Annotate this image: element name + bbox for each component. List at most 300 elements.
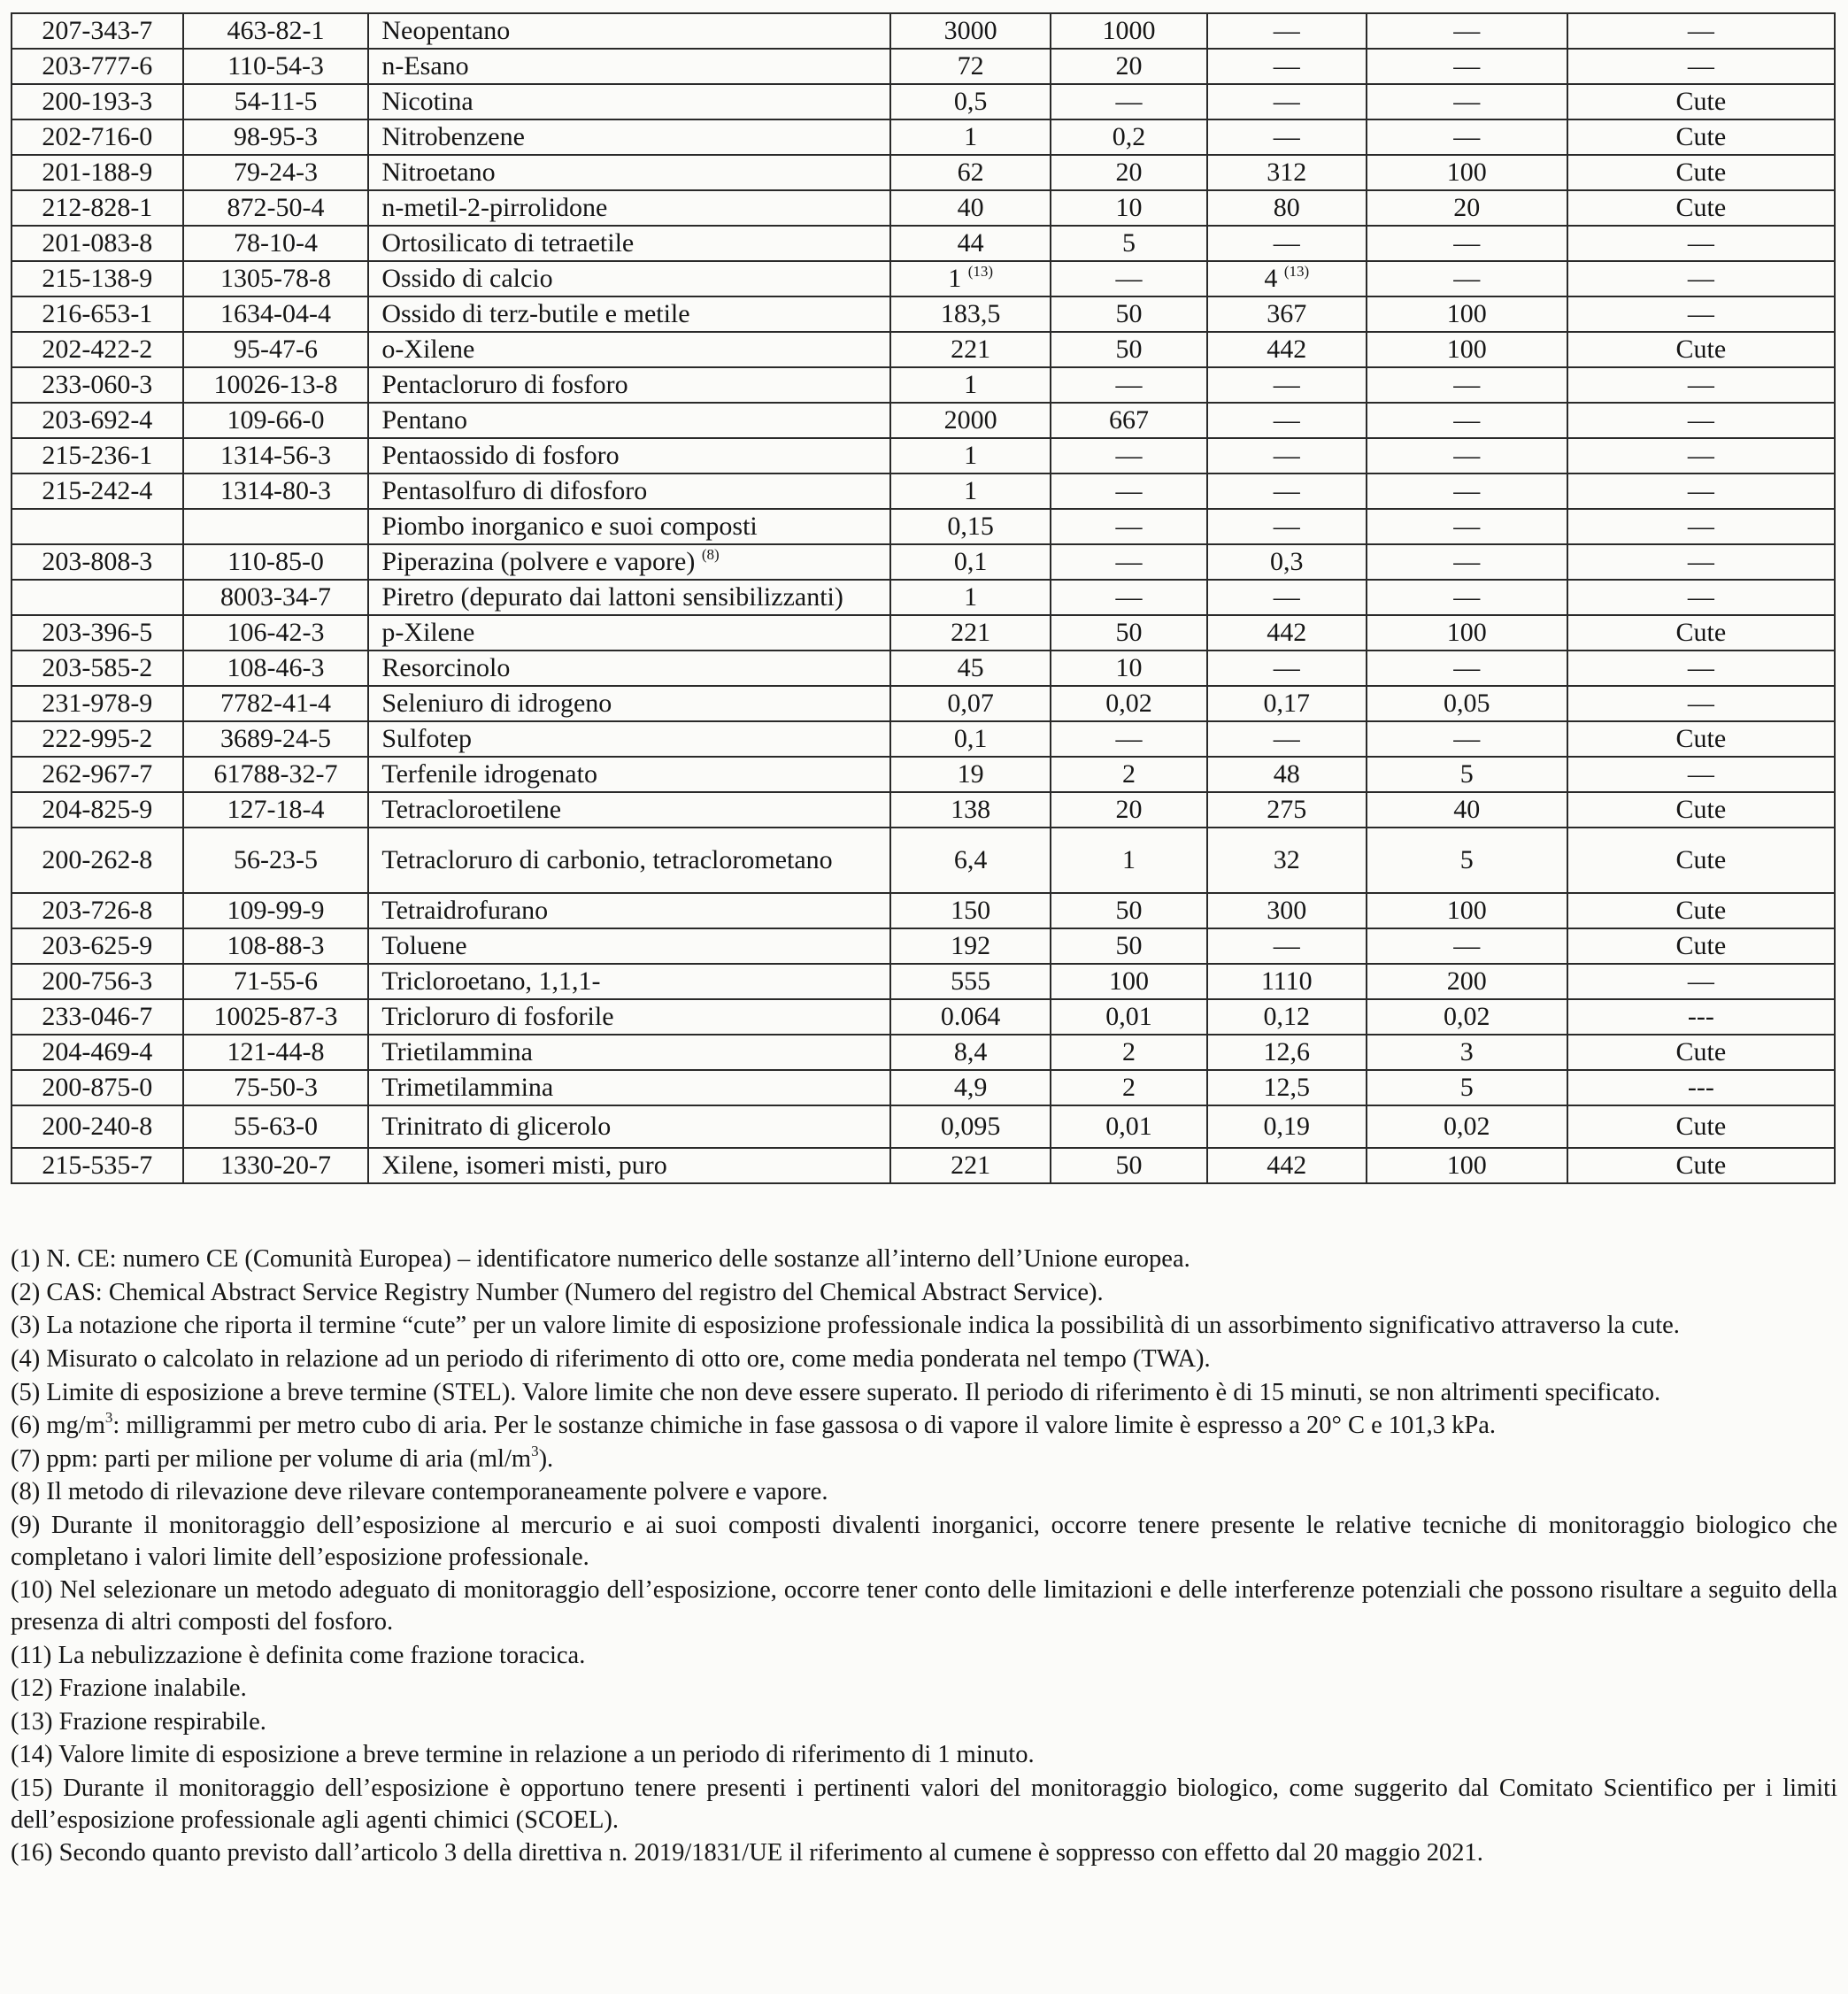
notation-cell: [1567, 438, 1835, 473]
twa-ppm-cell: [1051, 332, 1206, 367]
stel-ppm-text: —: [1453, 547, 1481, 577]
stel-mg-text: 1110: [1260, 966, 1313, 997]
ce-number-cell: [12, 403, 183, 438]
table-row: [12, 296, 1835, 332]
stel-mg-cell: [1207, 1148, 1367, 1183]
ce-number-cell: [12, 544, 183, 580]
twa-mg-cell: [890, 686, 1051, 721]
twa-ppm-text: —: [1115, 512, 1143, 542]
cas-number-cell: [183, 509, 369, 544]
twa-ppm-cell: [1051, 1105, 1206, 1148]
cas-number-cell: [183, 403, 369, 438]
ce-number-text: 203-808-3: [42, 547, 153, 577]
substance-name-text: Piretro (depurato dai lattoni sensibilizzanti): [381, 582, 843, 612]
stel-ppm-cell: [1367, 893, 1567, 928]
ce-number-text: 200-240-8: [42, 1112, 153, 1142]
twa-ppm-text: —: [1115, 87, 1143, 117]
notation-text: —: [1687, 51, 1714, 81]
stel-mg-cell: [1207, 509, 1367, 544]
twa-mg-text: 555: [951, 966, 991, 997]
stel-mg-text: 442: [1267, 618, 1307, 648]
table-row: [12, 686, 1835, 721]
substance-name-text: Trietilammina: [381, 1037, 533, 1067]
notation-cell: [1567, 1148, 1835, 1183]
stel-ppm-text: —: [1453, 122, 1481, 152]
table-row: [12, 403, 1835, 438]
notation-cell: [1567, 296, 1835, 332]
substance-name-text: Terfenile idrogenato: [381, 759, 597, 789]
twa-mg-text: 1: [964, 122, 978, 152]
cas-number-cell: [183, 651, 369, 686]
substance-name-text: Sulfotep: [381, 724, 473, 754]
ce-number-cell: [12, 828, 183, 893]
ce-number-cell: [12, 999, 183, 1035]
twa-ppm-text: —: [1115, 724, 1143, 754]
notation-text: —: [1687, 547, 1714, 577]
notation-cell: [1567, 999, 1835, 1035]
cas-number-cell: [183, 367, 369, 403]
stel-mg-cell: [1207, 84, 1367, 119]
cas-number-text: 55-63-0: [234, 1112, 318, 1142]
stel-mg-cell: [1207, 332, 1367, 367]
footnote-number: (14): [11, 1741, 53, 1769]
cas-number-text: 61788-32-7: [213, 759, 338, 789]
cas-number-text: 106-42-3: [227, 618, 325, 648]
stel-ppm-text: 100: [1446, 618, 1487, 648]
stel-ppm-text: 20: [1453, 193, 1481, 223]
substance-name-cell: [368, 13, 890, 49]
cas-number-text: 1305-78-8: [220, 264, 331, 294]
exposure-limits-table: [11, 12, 1836, 1184]
table-row: [12, 792, 1835, 828]
ce-number-cell: [12, 509, 183, 544]
twa-mg-text: 19: [957, 759, 984, 789]
footnote-number: (1): [11, 1245, 41, 1273]
twa-mg-text: 0,1: [953, 547, 988, 577]
table-row: [12, 580, 1835, 615]
twa-ppm-cell: [1051, 403, 1206, 438]
stel-mg-cell: [1207, 403, 1367, 438]
ce-number-text: 201-188-9: [42, 158, 153, 188]
footnote-number: (15): [11, 1775, 53, 1802]
ce-number-text: 204-469-4: [42, 1037, 153, 1067]
stel-ppm-text: 3: [1459, 1037, 1474, 1067]
twa-ppm-cell: [1051, 928, 1206, 964]
ce-number-cell: [12, 473, 183, 509]
notation-text: Cute: [1675, 1112, 1727, 1142]
notation-cell: [1567, 686, 1835, 721]
ce-number-text: 231-978-9: [42, 689, 153, 719]
ce-number-text: 203-692-4: [42, 405, 153, 435]
cas-number-text: 110-54-3: [227, 51, 324, 81]
notation-cell: [1567, 84, 1835, 119]
ce-number-cell: [12, 651, 183, 686]
notation-text: ---: [1687, 1002, 1714, 1032]
twa-ppm-text: 50: [1115, 1151, 1143, 1181]
ce-number-cell: [12, 721, 183, 757]
twa-mg-cell: [890, 226, 1051, 261]
notation-cell: [1567, 615, 1835, 651]
twa-ppm-text: 0,01: [1105, 1002, 1152, 1032]
stel-mg-text: 300: [1267, 896, 1307, 926]
substance-name-cell: [368, 544, 890, 580]
ce-number-text: 215-236-1: [42, 441, 153, 471]
footnote-text-prefix: mg/m: [46, 1412, 105, 1440]
twa-mg-text: 192: [951, 931, 991, 961]
stel-mg-text: 12,6: [1263, 1037, 1310, 1067]
twa-mg-text: 6,4: [953, 845, 988, 875]
twa-mg-text: 0,5: [953, 87, 988, 117]
stel-ppm-cell: [1367, 1105, 1567, 1148]
twa-mg-text: 0,15: [947, 512, 994, 542]
stel-ppm-text: 0,02: [1444, 1002, 1490, 1032]
substance-name-text: Nitroetano: [381, 158, 496, 188]
ce-number-cell: [12, 296, 183, 332]
notation-text: Cute: [1675, 724, 1727, 754]
footnote-item: [11, 1574, 1837, 1637]
twa-mg-cell: [890, 1070, 1051, 1105]
footnote-number: (3): [11, 1312, 41, 1340]
notation-text: —: [1687, 16, 1714, 46]
footnote-text: Misurato o calcolato in relazione ad un periodo di riferimento di otto ore, come media ponderata nel tempo (TWA).: [46, 1344, 1211, 1373]
footnote-reference: (13): [1283, 263, 1310, 281]
stel-mg-text: 0,3: [1269, 547, 1304, 577]
footnote-text: : milligrammi per metro cubo di aria. Per le sostanze chimiche in fase gassosa o di vapore il valore limite è espresso a 20° C e 101,3 kPa.: [112, 1412, 1497, 1440]
stel-ppm-text: —: [1453, 582, 1481, 612]
notation-text: —: [1687, 759, 1714, 789]
stel-mg-cell: [1207, 473, 1367, 509]
cas-number-text: 1314-80-3: [220, 476, 331, 506]
stel-mg-text: —: [1273, 582, 1300, 612]
twa-ppm-cell: [1051, 119, 1206, 155]
cas-number-text: 56-23-5: [234, 845, 318, 875]
footnote-text: ).: [538, 1444, 554, 1473]
twa-ppm-cell: [1051, 828, 1206, 893]
cas-number-cell: [183, 544, 369, 580]
table-row: [12, 893, 1835, 928]
ce-number-text: 203-585-2: [42, 653, 153, 683]
footnote-item: [11, 1444, 1837, 1475]
stel-mg-text: —: [1273, 441, 1300, 471]
twa-ppm-cell: [1051, 438, 1206, 473]
substance-name-text: n-Esano: [381, 51, 469, 81]
twa-ppm-text: 50: [1115, 335, 1143, 365]
notation-cell: [1567, 119, 1835, 155]
ce-number-cell: [12, 438, 183, 473]
ce-number-cell: [12, 119, 183, 155]
stel-ppm-cell: [1367, 651, 1567, 686]
stel-ppm-text: —: [1453, 441, 1481, 471]
twa-ppm-cell: [1051, 964, 1206, 999]
footnote-reference: (8): [701, 546, 720, 564]
cas-number-text: 110-85-0: [227, 547, 324, 577]
notation-text: Cute: [1675, 335, 1727, 365]
twa-ppm-cell: [1051, 296, 1206, 332]
twa-ppm-text: 1: [1121, 845, 1136, 875]
substance-name-text: Nitrobenzene: [381, 122, 525, 152]
stel-mg-text: 0,19: [1263, 1112, 1310, 1142]
stel-ppm-text: 5: [1459, 759, 1474, 789]
table-row: [12, 261, 1835, 296]
twa-mg-text: 62: [957, 158, 984, 188]
twa-mg-cell: [890, 119, 1051, 155]
twa-mg-cell: [890, 1148, 1051, 1183]
substance-name-text: o-Xilene: [381, 335, 475, 365]
twa-mg-cell: [890, 13, 1051, 49]
table-row: [12, 721, 1835, 757]
cas-number-cell: [183, 1035, 369, 1070]
twa-ppm-cell: [1051, 686, 1206, 721]
ce-number-text: 215-242-4: [42, 476, 153, 506]
substance-name-text: Ossido di calcio: [381, 264, 553, 294]
notation-text: —: [1687, 689, 1714, 719]
stel-mg-text: 80: [1273, 193, 1300, 223]
footnote-item: [11, 1640, 1837, 1672]
ce-number-text: 262-967-7: [42, 759, 153, 789]
twa-ppm-text: 2: [1121, 1037, 1136, 1067]
stel-ppm-cell: [1367, 119, 1567, 155]
footnote-number: (11): [11, 1641, 52, 1669]
twa-mg-text: 221: [951, 618, 991, 648]
twa-ppm-text: —: [1115, 476, 1143, 506]
ce-number-text: 202-716-0: [42, 122, 153, 152]
substance-name-text: n-metil-2-pirrolidone: [381, 193, 608, 223]
substance-name-text: Tetracloruro di carbonio, tetraclorometano: [381, 845, 833, 875]
substance-name-cell: [368, 509, 890, 544]
twa-mg-cell: [890, 544, 1051, 580]
substance-name-cell: [368, 893, 890, 928]
substance-name-cell: [368, 1035, 890, 1070]
twa-ppm-text: 0,01: [1105, 1112, 1152, 1142]
twa-ppm-text: —: [1115, 370, 1143, 400]
twa-mg-text: 44: [957, 228, 984, 258]
cas-number-cell: [183, 1148, 369, 1183]
substance-name-text: Seleniuro di idrogeno: [381, 689, 612, 719]
substance-name-text: Piombo inorganico e suoi composti: [381, 512, 758, 542]
footnote-item: [11, 1773, 1837, 1836]
notation-cell: [1567, 190, 1835, 226]
stel-mg-text: 275: [1267, 795, 1307, 825]
substance-name-cell: [368, 473, 890, 509]
footnotes: [11, 1243, 1837, 1871]
twa-ppm-text: —: [1115, 264, 1143, 294]
notation-text: —: [1687, 582, 1714, 612]
twa-mg-text: 138: [951, 795, 991, 825]
stel-mg-text: —: [1273, 724, 1300, 754]
twa-ppm-text: 20: [1115, 51, 1143, 81]
footnote-number: (13): [11, 1707, 53, 1736]
notation-cell: [1567, 964, 1835, 999]
stel-mg-cell: [1207, 928, 1367, 964]
table-row: [12, 367, 1835, 403]
stel-ppm-cell: [1367, 964, 1567, 999]
cas-number-cell: [183, 84, 369, 119]
twa-mg-text: 3000: [943, 16, 997, 46]
footnote-number: (8): [11, 1478, 41, 1506]
stel-mg-cell: [1207, 757, 1367, 792]
stel-ppm-text: —: [1453, 405, 1481, 435]
footnote-text-prefix: ppm: parti per milione per volume di aria (ml/m: [46, 1444, 532, 1473]
footnote-item: [11, 1343, 1837, 1375]
cas-number-text: 98-95-3: [234, 122, 318, 152]
stel-mg-cell: [1207, 721, 1367, 757]
cas-number-cell: [183, 893, 369, 928]
footnote-text: Frazione respirabile.: [58, 1707, 266, 1736]
twa-ppm-cell: [1051, 509, 1206, 544]
notation-cell: [1567, 332, 1835, 367]
substance-name-cell: [368, 828, 890, 893]
twa-mg-text: 8,4: [953, 1037, 988, 1067]
stel-mg-text: —: [1273, 653, 1300, 683]
footnote-text: Secondo quanto previsto dall’articolo 3 della direttiva n. 2019/1831/UE il riferimento al cumene è soppresso con effetto dal 20 maggio 2021.: [58, 1839, 1483, 1867]
stel-mg-text: 442: [1267, 335, 1307, 365]
stel-mg-cell: [1207, 49, 1367, 84]
stel-ppm-text: 100: [1446, 335, 1487, 365]
substance-name-text: Tetracloroetilene: [381, 795, 562, 825]
notation-cell: [1567, 721, 1835, 757]
notation-cell: [1567, 828, 1835, 893]
substance-name-cell: [368, 999, 890, 1035]
stel-ppm-text: —: [1453, 264, 1481, 294]
notation-cell: [1567, 261, 1835, 296]
substance-name-cell: [368, 651, 890, 686]
stel-mg-text: 48: [1273, 759, 1300, 789]
notation-text: —: [1687, 264, 1714, 294]
notation-text: Cute: [1675, 122, 1727, 152]
stel-mg-text: —: [1273, 51, 1300, 81]
stel-ppm-cell: [1367, 332, 1567, 367]
ce-number-text: 203-726-8: [42, 896, 153, 926]
footnote-number: (12): [11, 1674, 53, 1703]
ce-number-text: 200-875-0: [42, 1073, 153, 1103]
substance-name-text: Piperazina (polvere e vapore): [381, 547, 696, 577]
twa-ppm-text: 5: [1121, 228, 1136, 258]
twa-mg-text: 0.064: [940, 1002, 1001, 1032]
footnote-item: [11, 1310, 1837, 1342]
ce-number-cell: [12, 928, 183, 964]
stel-ppm-text: —: [1453, 724, 1481, 754]
superscript: 3: [531, 1442, 539, 1459]
twa-ppm-cell: [1051, 226, 1206, 261]
stel-ppm-text: 0,05: [1444, 689, 1490, 719]
stel-mg-text: 442: [1267, 1151, 1307, 1181]
cas-number-text: 78-10-4: [234, 228, 318, 258]
twa-ppm-text: 10: [1115, 193, 1143, 223]
notation-text: —: [1687, 512, 1714, 542]
substance-name-cell: [368, 226, 890, 261]
twa-ppm-text: 10: [1115, 653, 1143, 683]
table-row: [12, 13, 1835, 49]
stel-ppm-cell: [1367, 721, 1567, 757]
twa-ppm-cell: [1051, 544, 1206, 580]
ce-number-text: 201-083-8: [42, 228, 153, 258]
cas-number-text: 121-44-8: [227, 1037, 325, 1067]
substance-name-cell: [368, 49, 890, 84]
ce-number-text: 203-777-6: [42, 51, 153, 81]
stel-mg-text: —: [1273, 16, 1300, 46]
twa-mg-cell: [890, 721, 1051, 757]
substance-name-text: Ortosilicato di tetraetile: [381, 228, 635, 258]
footnote-text: Durante il monitoraggio dell’esposizione è opportuno tenere presenti i pertinenti valori del monitoraggio biologico, come suggerito dal Comitato Scientifico per i limiti dell’esposizione professionale agli agenti chimici (SCOEL).: [11, 1775, 1837, 1834]
stel-mg-cell: [1207, 226, 1367, 261]
twa-ppm-cell: [1051, 261, 1206, 296]
notation-text: —: [1687, 966, 1714, 997]
substance-name-cell: [368, 84, 890, 119]
footnote-text: CAS: Chemical Abstract Service Registry Number (Numero del registro del Chemical Abstract Service).: [46, 1278, 1104, 1306]
stel-mg-cell: [1207, 1035, 1367, 1070]
notation-text: Cute: [1675, 618, 1727, 648]
ce-number-cell: [12, 13, 183, 49]
stel-ppm-cell: [1367, 828, 1567, 893]
twa-ppm-text: 50: [1115, 618, 1143, 648]
ce-number-text: 222-995-2: [42, 724, 153, 754]
twa-ppm-cell: [1051, 792, 1206, 828]
table-row: [12, 615, 1835, 651]
twa-ppm-cell: [1051, 367, 1206, 403]
footnote-item: [11, 1243, 1837, 1275]
twa-mg-cell: [890, 580, 1051, 615]
stel-ppm-cell: [1367, 999, 1567, 1035]
footnote-item: [11, 1277, 1837, 1309]
stel-mg-text: —: [1273, 122, 1300, 152]
twa-mg-text: 183,5: [940, 299, 1001, 329]
ce-number-text: 215-535-7: [42, 1151, 153, 1181]
stel-mg-cell: [1207, 893, 1367, 928]
notation-text: Cute: [1675, 158, 1727, 188]
substance-name-cell: [368, 1105, 890, 1148]
stel-mg-cell: [1207, 686, 1367, 721]
table-row: [12, 473, 1835, 509]
notation-cell: [1567, 367, 1835, 403]
substance-name-cell: [368, 928, 890, 964]
stel-ppm-cell: [1367, 296, 1567, 332]
twa-mg-cell: [890, 928, 1051, 964]
cas-number-text: 1330-20-7: [220, 1151, 331, 1181]
twa-mg-cell: [890, 84, 1051, 119]
stel-mg-cell: [1207, 651, 1367, 686]
cas-number-cell: [183, 1070, 369, 1105]
stel-ppm-cell: [1367, 190, 1567, 226]
substance-name-text: Pentano: [381, 405, 467, 435]
stel-ppm-text: 40: [1453, 795, 1481, 825]
twa-mg-cell: [890, 615, 1051, 651]
stel-ppm-cell: [1367, 757, 1567, 792]
stel-ppm-cell: [1367, 473, 1567, 509]
ce-number-text: 200-262-8: [42, 845, 153, 875]
twa-ppm-cell: [1051, 757, 1206, 792]
notation-cell: [1567, 1035, 1835, 1070]
substance-name-cell: [368, 964, 890, 999]
substance-name-cell: [368, 261, 890, 296]
substance-name-text: p-Xilene: [381, 618, 475, 648]
stel-mg-cell: [1207, 964, 1367, 999]
stel-mg-text: 12,5: [1263, 1073, 1310, 1103]
cas-number-text: 54-11-5: [234, 87, 318, 117]
twa-ppm-text: 20: [1115, 158, 1143, 188]
twa-mg-text: 1: [964, 476, 978, 506]
twa-mg-cell: [890, 999, 1051, 1035]
ce-number-cell: [12, 155, 183, 190]
substance-name-cell: [368, 438, 890, 473]
twa-mg-text: 1: [964, 370, 978, 400]
stel-mg-text: 4: [1264, 264, 1278, 294]
stel-ppm-cell: [1367, 261, 1567, 296]
notation-cell: [1567, 403, 1835, 438]
notation-cell: [1567, 651, 1835, 686]
stel-mg-cell: [1207, 544, 1367, 580]
cas-number-cell: [183, 332, 369, 367]
notation-cell: [1567, 928, 1835, 964]
